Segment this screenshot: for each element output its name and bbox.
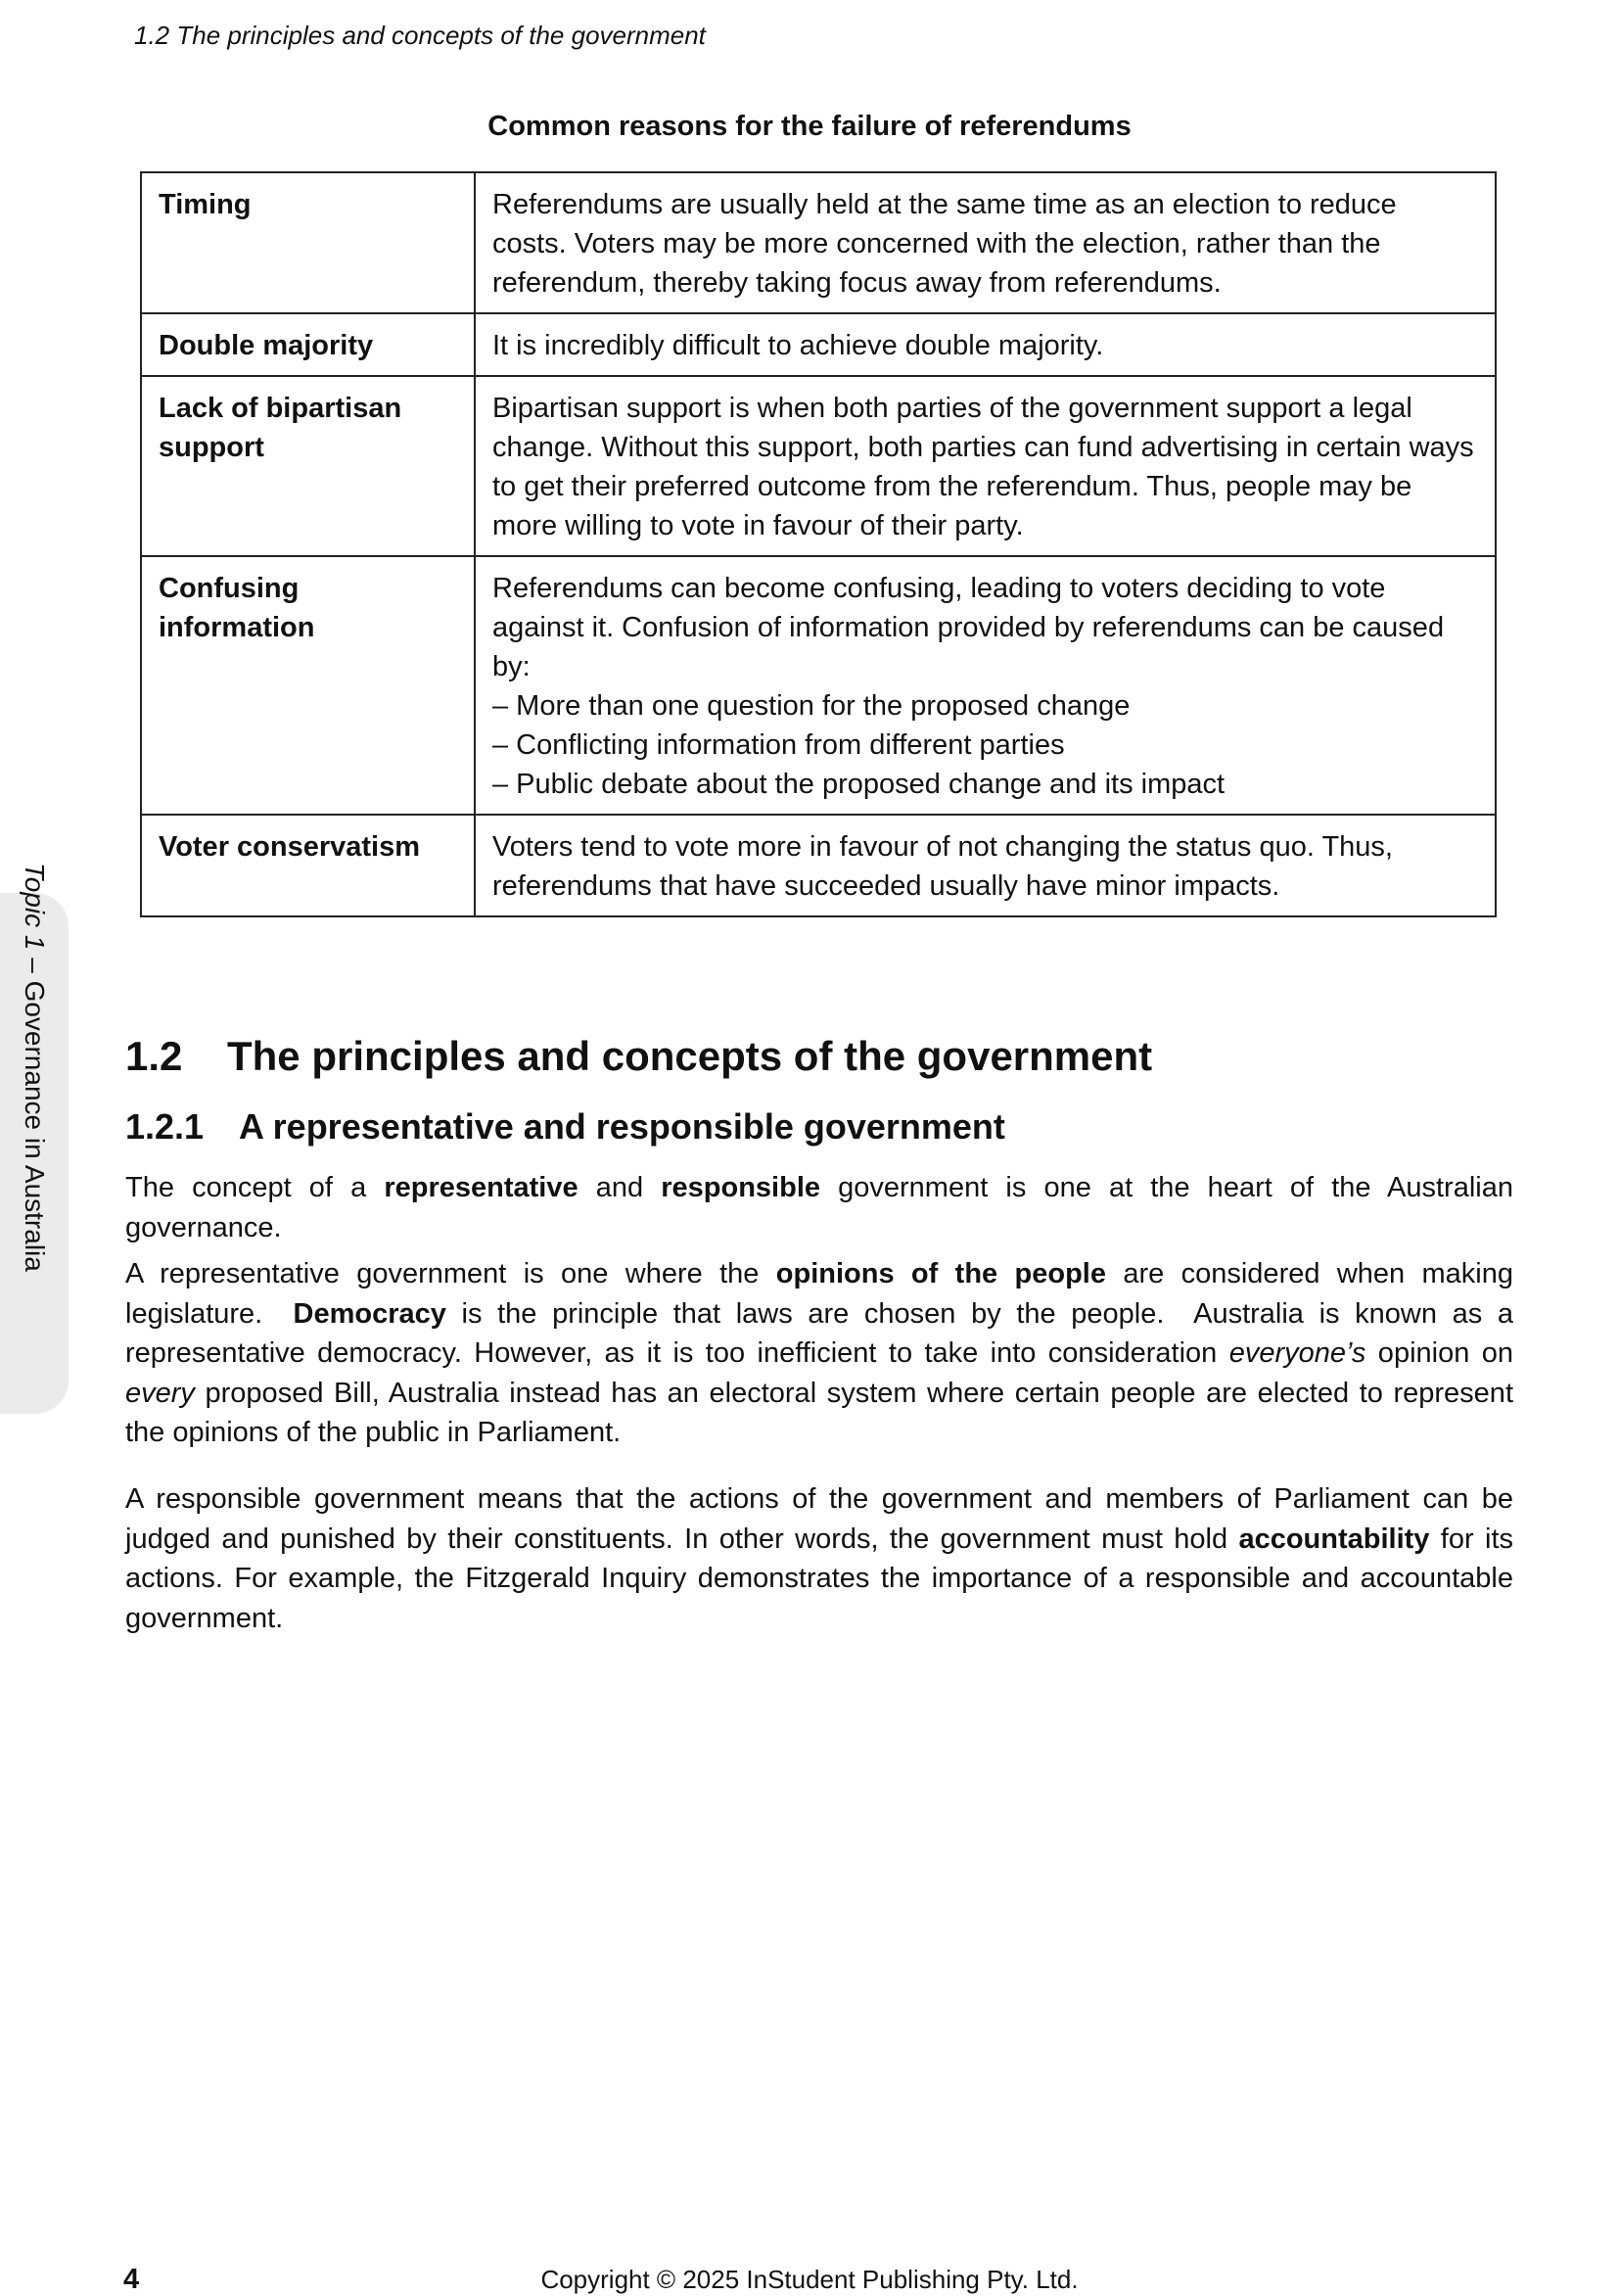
description-line: It is incredibly difficult to achieve double majority. bbox=[492, 330, 1104, 361]
subsection-title: A representative and responsible government bbox=[239, 1106, 1005, 1147]
row-term: Double majority bbox=[141, 313, 475, 376]
description-line: Referendums are usually held at the same time as an election to reduce costs. Voters may be more concerned with the election, rather than the referendum, thereby taking focus away from referendums. bbox=[492, 189, 1397, 299]
row-description bbox=[475, 313, 1496, 376]
table-row bbox=[141, 172, 1496, 313]
subsection-number: 1.2.1 bbox=[125, 1106, 205, 1147]
text-run: opinion on bbox=[1365, 1337, 1513, 1369]
subsection-heading-text bbox=[125, 1104, 1513, 1149]
side-tab-dash: – bbox=[20, 950, 50, 981]
section-heading-text bbox=[125, 1031, 1513, 1082]
paragraph-3 bbox=[125, 1479, 1513, 1638]
text-run: A representative government is one where the bbox=[125, 1258, 776, 1289]
text-run: government is one at the heart of the Australian governance. bbox=[125, 1172, 1513, 1243]
row-term: Timing bbox=[141, 172, 475, 313]
table-row bbox=[141, 376, 1496, 556]
table-title: Common reasons for the failure of referendums bbox=[487, 111, 1132, 142]
bold-term: representative bbox=[384, 1172, 578, 1203]
text-run: and bbox=[578, 1172, 662, 1203]
bold-term: Democracy bbox=[293, 1297, 446, 1330]
paragraph-text bbox=[125, 1479, 1513, 1638]
bold-term: responsible bbox=[661, 1172, 821, 1203]
running-header: 1.2 The principles and concepts of the government bbox=[134, 21, 706, 50]
section-title: The principles and concepts of the government bbox=[227, 1033, 1153, 1079]
copyright-notice: Copyright © 2025 InStudent Publishing Pty. Ltd. bbox=[540, 2265, 1079, 2294]
text-run: proposed Bill, Australia instead has an electoral system where certain people are elected to represent the opinions of the public in Parliament. bbox=[125, 1377, 1513, 1448]
row-description bbox=[475, 556, 1496, 815]
paragraph-text bbox=[125, 1254, 1522, 1453]
section-heading bbox=[125, 1031, 1513, 1082]
topic-side-tab bbox=[0, 863, 69, 1414]
row-description bbox=[475, 815, 1496, 916]
description-bullet: – Public debate about the proposed change and its impact bbox=[492, 769, 1226, 800]
side-tab-name: Governance in Australia bbox=[20, 980, 50, 1272]
referendum-failure-table bbox=[140, 171, 1497, 917]
row-term: Voter conservatism bbox=[141, 815, 475, 916]
description-line: Referendums can become confusing, leading to voters deciding to vote against it. Confusion of information provided by referendums can be caused by: bbox=[492, 573, 1445, 682]
bold-term: accountability bbox=[1238, 1523, 1430, 1555]
text-run: The concept of a bbox=[125, 1172, 385, 1203]
table-row bbox=[141, 815, 1496, 916]
page-number: 4 bbox=[123, 2264, 140, 2295]
row-term: Confusing information bbox=[141, 556, 475, 815]
row-term: Lack of bipartisan support bbox=[141, 376, 475, 556]
paragraph-text bbox=[125, 1168, 1513, 1247]
text-run: are considered when making legislature. bbox=[125, 1258, 1522, 1330]
paragraph-2 bbox=[125, 1254, 1522, 1453]
table-row bbox=[141, 556, 1496, 815]
subsection-heading bbox=[125, 1104, 1513, 1149]
description-line: Bipartisan support is when both parties of the government support a legal change. Without this support, both parties can fund advertising in certain ways to get their preferred outcome from the referendum. Thus, people may be more willing to vote in favour of their party. bbox=[492, 393, 1474, 541]
row-description bbox=[475, 172, 1496, 313]
text-run: is the principle that laws are chosen by the people. Australia is known as a representative democracy. However, as it is too inefficient to take into consideration bbox=[125, 1297, 1522, 1369]
table-row bbox=[141, 313, 1496, 376]
text-run: A responsible government means that the actions of the government and members of Parliament can be judged and punished by their constituents. In other words, the government must hold bbox=[125, 1483, 1513, 1555]
italic-term: every bbox=[125, 1377, 195, 1409]
text-run: for its actions. For example, the Fitzgerald Inquiry demonstrates the importance of a responsible and accountable government. bbox=[125, 1523, 1513, 1634]
section-number: 1.2 bbox=[125, 1033, 183, 1079]
description-bullet: – Conflicting information from different parties bbox=[492, 729, 1065, 761]
description-bullet: – More than one question for the proposed change bbox=[492, 690, 1131, 722]
bold-term: opinions of the people bbox=[775, 1258, 1106, 1289]
paragraph-1 bbox=[125, 1168, 1513, 1247]
row-description bbox=[475, 376, 1496, 556]
side-tab-topic: Topic 1 bbox=[20, 863, 50, 951]
description-line: Voters tend to vote more in favour of not changing the status quo. Thus, referendums that have succeeded usually have minor impacts. bbox=[492, 831, 1393, 902]
italic-term: everyone’s bbox=[1228, 1337, 1366, 1369]
